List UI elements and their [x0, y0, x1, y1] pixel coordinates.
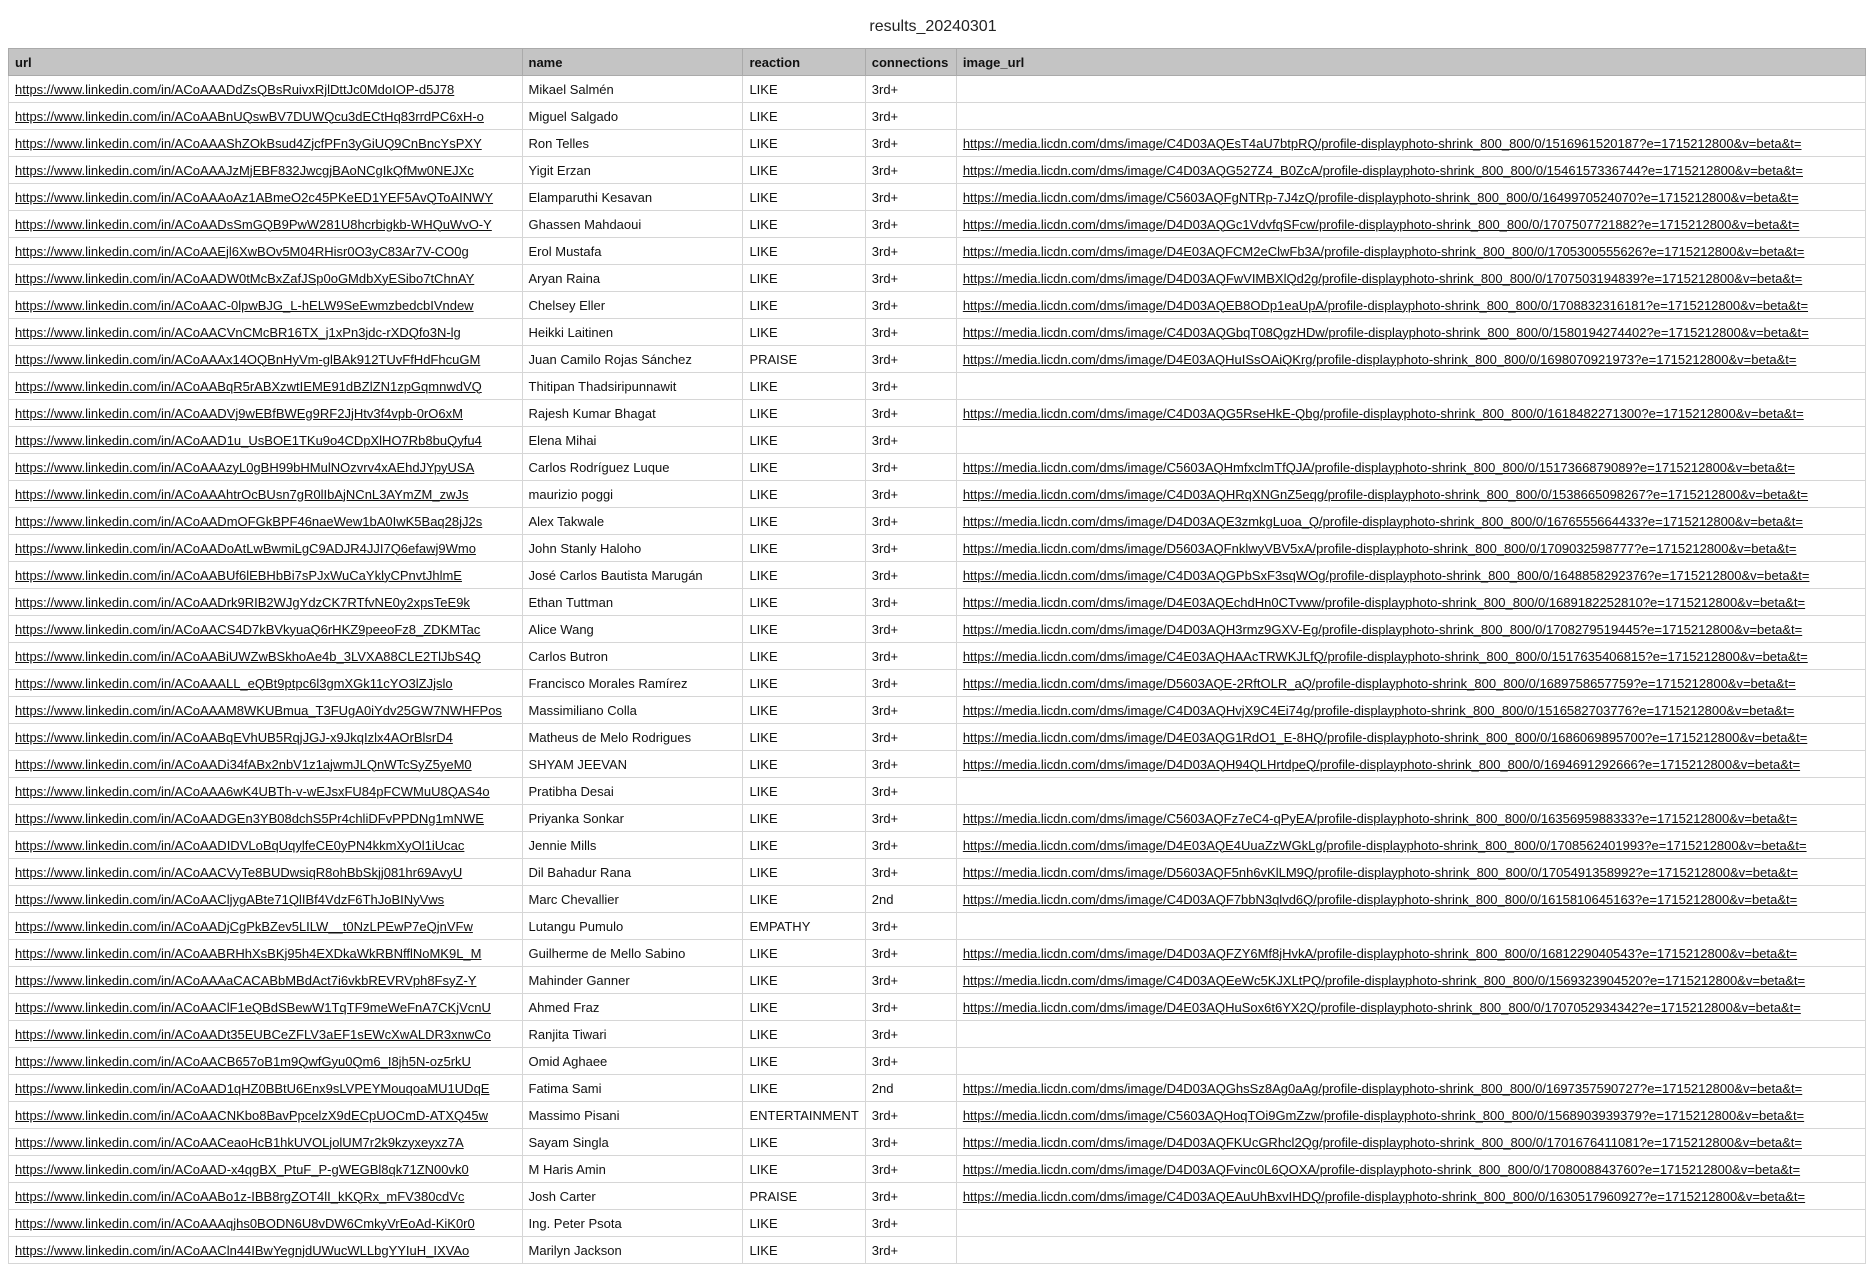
image-url-cell[interactable]: https://media.licdn.com/dms/image/D4D03AQFKUcGRhcl2Qg/profile-displayphoto-shrink_800_800/0/1701676411081?e=1715212800&v=beta&t= [956, 1129, 1865, 1156]
table-row [9, 157, 1866, 184]
image-url-cell[interactable]: https://media.licdn.com/dms/image/D4E03AQE4UuaZzWGkLg/profile-displayphoto-shrink_800_800/0/1708562401993?e=1715212800&v=beta&t= [956, 832, 1865, 859]
reaction-cell[interactable]: LIKE [743, 319, 865, 346]
connections-cell[interactable]: 3rd+ [865, 1210, 956, 1237]
connections-cell[interactable]: 3rd+ [865, 346, 956, 373]
connections-cell[interactable]: 3rd+ [865, 1237, 956, 1264]
name-cell[interactable]: Mikael Salmén [522, 76, 743, 103]
name-cell[interactable]: Mahinder Ganner [522, 967, 743, 994]
connections-cell[interactable]: 3rd+ [865, 994, 956, 1021]
reaction-cell[interactable]: LIKE [743, 589, 865, 616]
image-url-cell[interactable] [956, 373, 1865, 400]
connections-cell[interactable]: 3rd+ [865, 103, 956, 130]
url-cell[interactable]: https://www.linkedin.com/in/ACoAAAx14OQBnHyVm-glBAk912TUvFfHdFhcuGM [9, 346, 523, 373]
table-row [9, 481, 1866, 508]
reaction-cell[interactable]: PRAISE [743, 346, 865, 373]
url-cell[interactable]: https://www.linkedin.com/in/ACoAABqR5rABXzwtIEME91dBZlZN1zpGqmnwdVQ [9, 373, 523, 400]
reaction-cell[interactable]: LIKE [743, 130, 865, 157]
reaction-cell[interactable]: LIKE [743, 670, 865, 697]
reaction-cell[interactable]: LIKE [743, 940, 865, 967]
name-cell[interactable]: Francisco Morales Ramírez [522, 670, 743, 697]
reaction-cell[interactable]: LIKE [743, 616, 865, 643]
reaction-cell[interactable]: LIKE [743, 1237, 865, 1264]
url-cell[interactable]: https://www.linkedin.com/in/ACoAAAoAz1ABmeO2c45PKeED1YEF5AvQToAINWY [9, 184, 523, 211]
connections-cell[interactable]: 3rd+ [865, 184, 956, 211]
name-cell[interactable]: Alex Takwale [522, 508, 743, 535]
image-url-cell[interactable]: https://media.licdn.com/dms/image/C4D03AQHvjX9C4Ei74g/profile-displayphoto-shrink_800_800/0/1516582703776?e=1715212800&v=beta&t= [956, 697, 1865, 724]
table-row [9, 1237, 1866, 1264]
url-cell[interactable]: https://www.linkedin.com/in/ACoAAAM8WKUBmua_T3FUgA0iYdv25GW7NWHFPos [9, 697, 523, 724]
connections-cell[interactable]: 3rd+ [865, 400, 956, 427]
connections-cell[interactable]: 3rd+ [865, 76, 956, 103]
url-cell[interactable]: https://www.linkedin.com/in/ACoAACNKbo8BavPpcelzX9dECpUOCmD-ATXQ45w [9, 1102, 523, 1129]
table-row [9, 346, 1866, 373]
table-row [9, 1021, 1866, 1048]
reaction-cell[interactable]: LIKE [743, 1021, 865, 1048]
table-row [9, 886, 1866, 913]
table-row [9, 805, 1866, 832]
name-cell[interactable]: Elamparuthi Kesavan [522, 184, 743, 211]
name-cell[interactable]: Ron Telles [522, 130, 743, 157]
connections-cell[interactable]: 3rd+ [865, 967, 956, 994]
connections-cell[interactable]: 3rd+ [865, 643, 956, 670]
reaction-cell[interactable]: LIKE [743, 994, 865, 1021]
image-url-cell[interactable]: https://media.licdn.com/dms/image/C4D03AQEeWc5KJXLtPQ/profile-displayphoto-shrink_800_800/0/1569323904520?e=1715212800&v=beta&t= [956, 967, 1865, 994]
image-url-cell[interactable]: https://media.licdn.com/dms/image/C4E03AQHAAcTRWKJLfQ/profile-displayphoto-shrink_800_800/0/1517635406815?e=1715212800&v=beta&t= [956, 643, 1865, 670]
connections-cell[interactable]: 3rd+ [865, 508, 956, 535]
image-url-cell[interactable]: https://media.licdn.com/dms/image/C5603AQHmfxclmTfQJA/profile-displayphoto-shrink_800_800/0/1517366879089?e=1715212800&v=beta&t= [956, 454, 1865, 481]
name-cell[interactable]: Josh Carter [522, 1183, 743, 1210]
url-cell[interactable]: https://www.linkedin.com/in/ACoAAAShZOkBsud4ZjcfPFn3yGiUQ9CnBncYsPXY [9, 130, 523, 157]
url-cell[interactable]: https://www.linkedin.com/in/ACoAABnUQswBV7DUWQcu3dECtHq83rrdPC6xH-o [9, 103, 523, 130]
url-cell[interactable]: https://www.linkedin.com/in/ACoAADIDVLoBqUqylfeCE0yPN4kkmXyOl1iUcac [9, 832, 523, 859]
reaction-cell[interactable]: LIKE [743, 454, 865, 481]
table-row [9, 670, 1866, 697]
image-url-cell[interactable]: https://media.licdn.com/dms/image/D4E03AQHuSox6t6YX2Q/profile-displayphoto-shrink_800_800/0/1707052934342?e=1715212800&v=beta&t= [956, 994, 1865, 1021]
table-row [9, 535, 1866, 562]
name-cell[interactable]: Lutangu Pumulo [522, 913, 743, 940]
image-url-cell[interactable]: https://media.licdn.com/dms/image/D4E03AQHuISsOAiQKrg/profile-displayphoto-shrink_800_800/0/1698070921973?e=1715212800&v=beta&t= [956, 346, 1865, 373]
url-cell[interactable]: https://www.linkedin.com/in/ACoAACS4D7kBVkyuaQ6rHKZ9peeoFz8_ZDKMTac [9, 616, 523, 643]
name-cell[interactable]: Rajesh Kumar Bhagat [522, 400, 743, 427]
reaction-cell[interactable]: LIKE [743, 265, 865, 292]
reaction-cell[interactable]: LIKE [743, 1156, 865, 1183]
name-cell[interactable]: Ghassen Mahdaoui [522, 211, 743, 238]
connections-cell[interactable]: 3rd+ [865, 616, 956, 643]
reaction-cell[interactable]: LIKE [743, 1048, 865, 1075]
url-cell[interactable]: https://www.linkedin.com/in/ACoAAD-x4qgBX_PtuF_P-gWEGBl8qk71ZN00vk0 [9, 1156, 523, 1183]
name-cell[interactable]: Carlos Butron [522, 643, 743, 670]
connections-cell[interactable]: 3rd+ [865, 697, 956, 724]
table-row [9, 265, 1866, 292]
url-cell[interactable]: https://www.linkedin.com/in/ACoAACB657oB1m9QwfGyu0Qm6_I8jh5N-oz5rkU [9, 1048, 523, 1075]
url-cell[interactable]: https://www.linkedin.com/in/ACoAAD1u_UsBOE1TKu9o4CDpXlHO7Rb8buQyfu4 [9, 427, 523, 454]
table-row [9, 967, 1866, 994]
table-row [9, 913, 1866, 940]
name-cell[interactable]: Massimiliano Colla [522, 697, 743, 724]
image-url-cell[interactable]: https://media.licdn.com/dms/image/C4D03AQF7bbN3qlvd6Q/profile-displayphoto-shrink_800_800/0/1615810645163?e=1715212800&v=beta&t= [956, 886, 1865, 913]
url-cell[interactable]: https://www.linkedin.com/in/ACoAADsSmGQB9PwW281U8hcrbigkb-WHQuWvO-Y [9, 211, 523, 238]
name-cell[interactable]: Marc Chevallier [522, 886, 743, 913]
name-cell[interactable]: Massimo Pisani [522, 1102, 743, 1129]
connections-cell[interactable]: 3rd+ [865, 1183, 956, 1210]
connections-cell[interactable]: 3rd+ [865, 1102, 956, 1129]
table-row [9, 859, 1866, 886]
reaction-cell[interactable]: LIKE [743, 400, 865, 427]
name-cell[interactable]: maurizio poggi [522, 481, 743, 508]
image-url-cell[interactable]: https://media.licdn.com/dms/image/D4D03AQGc1VdvfqSFcw/profile-displayphoto-shrink_800_800/0/1707507721882?e=1715212800&v=beta&t= [956, 211, 1865, 238]
name-cell[interactable]: Heikki Laitinen [522, 319, 743, 346]
connections-cell[interactable]: 3rd+ [865, 238, 956, 265]
reaction-cell[interactable]: LIKE [743, 292, 865, 319]
table-row [9, 130, 1866, 157]
url-cell[interactable]: https://www.linkedin.com/in/ACoAAEjl6XwBOv5M04RHisr0O3yC83Ar7V-CO0g [9, 238, 523, 265]
url-cell[interactable]: https://www.linkedin.com/in/ACoAADmOFGkBPF46naeWew1bA0IwK5Baq28jJ2s [9, 508, 523, 535]
url-cell[interactable]: https://www.linkedin.com/in/ACoAADjCgPkBZev5LILW__t0NzLPEwP7eQjnVFw [9, 913, 523, 940]
table-row [9, 1156, 1866, 1183]
table-row [9, 562, 1866, 589]
table-row [9, 994, 1866, 1021]
table-row [9, 400, 1866, 427]
table-row [9, 616, 1866, 643]
image-url-cell[interactable]: https://media.licdn.com/dms/image/C4D03AQEAuUhBxvIHDQ/profile-displayphoto-shrink_800_800/0/1630517960927?e=1715212800&v=beta&t= [956, 1183, 1865, 1210]
url-cell[interactable]: https://www.linkedin.com/in/ACoAABRHhXsBKj95h4EXDkaWkRBNfflNoMK9L_M [9, 940, 523, 967]
table-row [9, 1183, 1866, 1210]
image-url-cell[interactable] [956, 103, 1865, 130]
image-url-cell[interactable]: https://media.licdn.com/dms/image/D4D03AQFvinc0L6QOXA/profile-displayphoto-shrink_800_800/0/1708008843760?e=1715212800&v=beta&t= [956, 1156, 1865, 1183]
url-cell[interactable]: https://www.linkedin.com/in/ACoAADoAtLwBwmiLgC9ADJR4JJI7Q6efawj9Wmo [9, 535, 523, 562]
image-url-cell[interactable]: https://media.licdn.com/dms/image/D4E03AQEchdHn0CTvww/profile-displayphoto-shrink_800_800/0/1689182252810?e=1715212800&v=beta&t= [956, 589, 1865, 616]
connections-cell[interactable]: 3rd+ [865, 265, 956, 292]
image-url-cell[interactable]: https://media.licdn.com/dms/image/D4E03AQFCM2eClwFb3A/profile-displayphoto-shrink_800_800/0/1705300555626?e=1715212800&v=beta&t= [956, 238, 1865, 265]
reaction-cell[interactable]: LIKE [743, 1210, 865, 1237]
table-row [9, 238, 1866, 265]
connections-cell[interactable]: 3rd+ [865, 751, 956, 778]
name-cell[interactable]: José Carlos Bautista Marugán [522, 562, 743, 589]
image-url-cell[interactable] [956, 76, 1865, 103]
reaction-cell[interactable]: LIKE [743, 157, 865, 184]
url-cell[interactable]: https://www.linkedin.com/in/ACoAACeaoHcB1hkUVOLjolUM7r2k9kzyxeyxz7A [9, 1129, 523, 1156]
url-cell[interactable]: https://www.linkedin.com/in/ACoAACVnCMcBR16TX_j1xPn3jdc-rXDQfo3N-lg [9, 319, 523, 346]
image-url-cell[interactable] [956, 1048, 1865, 1075]
image-url-cell[interactable] [956, 778, 1865, 805]
connections-cell[interactable]: 3rd+ [865, 724, 956, 751]
connections-cell[interactable]: 3rd+ [865, 589, 956, 616]
image-url-cell[interactable]: https://media.licdn.com/dms/image/D4D03AQEB8ODp1eaUpA/profile-displayphoto-shrink_800_800/0/1708832316181?e=1715212800&v=beta&t= [956, 292, 1865, 319]
connections-cell[interactable]: 3rd+ [865, 373, 956, 400]
url-cell[interactable]: https://www.linkedin.com/in/ACoAAC-0lpwBJG_L-hELW9SeEwmzbedcbIVndew [9, 292, 523, 319]
image-url-cell[interactable]: https://media.licdn.com/dms/image/C5603AQHoqTOi9GmZzw/profile-displayphoto-shrink_800_800/0/1568903939379?e=1715212800&v=beta&t= [956, 1102, 1865, 1129]
image-url-cell[interactable]: https://media.licdn.com/dms/image/D5603AQF5nh6vKlLM9Q/profile-displayphoto-shrink_800_800/0/1705491358992?e=1715212800&v=beta&t= [956, 859, 1865, 886]
connections-cell[interactable]: 3rd+ [865, 535, 956, 562]
reaction-cell[interactable]: LIKE [743, 535, 865, 562]
name-cell[interactable]: Ing. Peter Psota [522, 1210, 743, 1237]
image-url-cell[interactable]: https://media.licdn.com/dms/image/C4D03AQEsT4aU7btpRQ/profile-displayphoto-shrink_800_800/0/1516961520187?e=1715212800&v=beta&t= [956, 130, 1865, 157]
connections-cell[interactable]: 3rd+ [865, 1129, 956, 1156]
connections-cell[interactable]: 3rd+ [865, 1048, 956, 1075]
image-url-cell[interactable]: https://media.licdn.com/dms/image/D4D03AQFwVIMBXlQd2g/profile-displayphoto-shrink_800_800/0/1707503194839?e=1715212800&v=beta&t= [956, 265, 1865, 292]
table-row [9, 1210, 1866, 1237]
url-cell[interactable]: https://www.linkedin.com/in/ACoAACln44IBwYegnjdUWucWLLbgYYIuH_IXVAo [9, 1237, 523, 1264]
name-cell[interactable]: Juan Camilo Rojas Sánchez [522, 346, 743, 373]
name-cell[interactable]: Alice Wang [522, 616, 743, 643]
name-cell[interactable]: Matheus de Melo Rodrigues [522, 724, 743, 751]
connections-cell[interactable]: 3rd+ [865, 940, 956, 967]
reaction-cell[interactable]: LIKE [743, 751, 865, 778]
table-row [9, 940, 1866, 967]
connections-cell[interactable]: 3rd+ [865, 562, 956, 589]
reaction-cell[interactable]: LIKE [743, 724, 865, 751]
url-cell[interactable]: https://www.linkedin.com/in/ACoAAClF1eQBdSBewW1TqTF9meWeFnA7CKjVcnU [9, 994, 523, 1021]
url-cell[interactable]: https://www.linkedin.com/in/ACoAADt35EUBCeZFLV3aEF1sEWcXwALDR3xnwCo [9, 1021, 523, 1048]
connections-cell[interactable]: 3rd+ [865, 832, 956, 859]
reaction-cell[interactable]: EMPATHY [743, 913, 865, 940]
reaction-cell[interactable]: LIKE [743, 481, 865, 508]
reaction-cell[interactable]: LIKE [743, 967, 865, 994]
url-cell[interactable]: https://www.linkedin.com/in/ACoAABiUWZwBSkhoAe4b_3LVXA88CLE2TlJbS4Q [9, 643, 523, 670]
table-row [9, 832, 1866, 859]
reaction-cell[interactable]: LIKE [743, 1129, 865, 1156]
connections-cell[interactable]: 3rd+ [865, 778, 956, 805]
table-row [9, 589, 1866, 616]
connections-cell[interactable]: 3rd+ [865, 913, 956, 940]
name-cell[interactable]: Omid Aghaee [522, 1048, 743, 1075]
table-row [9, 292, 1866, 319]
url-cell[interactable]: https://www.linkedin.com/in/ACoAAAhtrOcBUsn7gR0lIbAjNCnL3AYmZM_zwJs [9, 481, 523, 508]
image-url-cell[interactable]: https://media.licdn.com/dms/image/C4D03AQGbqT08QgzHDw/profile-displayphoto-shrink_800_800/0/1580194274402?e=1715212800&v=beta&t= [956, 319, 1865, 346]
name-cell[interactable]: Ranjita Tiwari [522, 1021, 743, 1048]
url-cell[interactable]: https://www.linkedin.com/in/ACoAAD1qHZ0BBtU6Enx9sLVPEYMouqoaMU1UDqE [9, 1075, 523, 1102]
reaction-cell[interactable]: LIKE [743, 103, 865, 130]
url-cell[interactable]: https://www.linkedin.com/in/ACoAAAaCACABbMBdAct7i6vkbREVRVph8FsyZ-Y [9, 967, 523, 994]
image-url-cell[interactable]: https://media.licdn.com/dms/image/C4D03AQGPbSxF3sqWOg/profile-displayphoto-shrink_800_800/0/1648858292376?e=1715212800&v=beta&t= [956, 562, 1865, 589]
url-cell[interactable]: https://www.linkedin.com/in/ACoAADrk9RIB2WJgYdzCK7RTfvNE0y2xpsTeE9k [9, 589, 523, 616]
image-url-cell[interactable] [956, 1021, 1865, 1048]
name-cell[interactable]: Priyanka Sonkar [522, 805, 743, 832]
image-url-cell[interactable]: https://media.licdn.com/dms/image/C4D03AQG5RseHkE-Qbg/profile-displayphoto-shrink_800_800/0/1618482271300?e=1715212800&v=beta&t= [956, 400, 1865, 427]
image-url-cell[interactable] [956, 427, 1865, 454]
reaction-cell[interactable]: PRAISE [743, 1183, 865, 1210]
name-cell[interactable]: Dil Bahadur Rana [522, 859, 743, 886]
image-url-cell[interactable]: https://media.licdn.com/dms/image/D4D03AQE3zmkgLuoa_Q/profile-displayphoto-shrink_800_800/0/1676555664433?e=1715212800&v=beta&t= [956, 508, 1865, 535]
image-url-cell[interactable] [956, 913, 1865, 940]
table-row [9, 454, 1866, 481]
connections-cell[interactable]: 3rd+ [865, 211, 956, 238]
image-url-cell[interactable]: https://media.licdn.com/dms/image/D4D03AQGhsSz8Ag0aAg/profile-displayphoto-shrink_800_800/0/1697357590727?e=1715212800&v=beta&t= [956, 1075, 1865, 1102]
connections-cell[interactable]: 3rd+ [865, 292, 956, 319]
connections-cell[interactable]: 3rd+ [865, 1156, 956, 1183]
name-cell[interactable]: Chelsey Eller [522, 292, 743, 319]
window-titlebar [0, 0, 1866, 48]
connections-cell[interactable]: 3rd+ [865, 481, 956, 508]
reaction-cell[interactable]: LIKE [743, 238, 865, 265]
window-title: results_20240301 [869, 18, 997, 35]
connections-cell[interactable]: 3rd+ [865, 1021, 956, 1048]
url-cell[interactable]: https://www.linkedin.com/in/ACoAAAqjhs0BODN6U8vDW6CmkyVrEoAd-KiK0r0 [9, 1210, 523, 1237]
connections-cell[interactable]: 3rd+ [865, 427, 956, 454]
table-row [9, 319, 1866, 346]
name-cell[interactable]: Jennie Mills [522, 832, 743, 859]
table-row [9, 373, 1866, 400]
table-row [9, 211, 1866, 238]
results-table [8, 48, 1866, 1264]
name-cell[interactable]: Aryan Raina [522, 265, 743, 292]
url-cell[interactable]: https://www.linkedin.com/in/ACoAADW0tMcBxZafJSp0oGMdbXyESibo7tChnAY [9, 265, 523, 292]
reaction-cell[interactable]: LIKE [743, 832, 865, 859]
table-row [9, 643, 1866, 670]
connections-cell[interactable]: 3rd+ [865, 454, 956, 481]
url-cell[interactable]: https://www.linkedin.com/in/ACoAAALL_eQBt9ptpc6l3gmXGk11cYO3lZJjslo [9, 670, 523, 697]
table-row [9, 697, 1866, 724]
table-row [9, 427, 1866, 454]
name-cell[interactable]: Fatima Sami [522, 1075, 743, 1102]
table-row [9, 751, 1866, 778]
column-header-url[interactable]: url [9, 49, 523, 76]
connections-cell[interactable]: 3rd+ [865, 157, 956, 184]
url-cell[interactable]: https://www.linkedin.com/in/ACoAADGEn3YB08dchS5Pr4chliDFvPPDNg1mNWE [9, 805, 523, 832]
image-url-cell[interactable]: https://media.licdn.com/dms/image/D5603AQE-2RftOLR_aQ/profile-displayphoto-shrink_800_800/0/1689758657759?e=1715212800&v=beta&t= [956, 670, 1865, 697]
url-cell[interactable]: https://www.linkedin.com/in/ACoAADi34fABx2nbV1z1ajwmJLQnWTcSyZ5yeM0 [9, 751, 523, 778]
table-row [9, 1075, 1866, 1102]
table-row [9, 1102, 1866, 1129]
image-url-cell[interactable]: https://media.licdn.com/dms/image/C5603AQFz7eC4-qPyEA/profile-displayphoto-shrink_800_800/0/1635695988333?e=1715212800&v=beta&t= [956, 805, 1865, 832]
image-url-cell[interactable]: https://media.licdn.com/dms/image/C4D03AQHRqXNGnZ5eqg/profile-displayphoto-shrink_800_800/0/1538665098267?e=1715212800&v=beta&t= [956, 481, 1865, 508]
table-row [9, 1048, 1866, 1075]
column-header-name[interactable]: name [522, 49, 743, 76]
name-cell[interactable]: Carlos Rodríguez Luque [522, 454, 743, 481]
table-row [9, 184, 1866, 211]
url-cell[interactable]: https://www.linkedin.com/in/ACoAAAzyL0gBH99bHMulNOzvrv4xAEhdJYpyUSA [9, 454, 523, 481]
connections-cell[interactable]: 3rd+ [865, 670, 956, 697]
reaction-cell[interactable]: LIKE [743, 1075, 865, 1102]
reaction-cell[interactable]: LIKE [743, 76, 865, 103]
connections-cell[interactable]: 3rd+ [865, 130, 956, 157]
image-url-cell[interactable]: https://media.licdn.com/dms/image/D5603AQFnklwyVBV5xA/profile-displayphoto-shrink_800_800/0/1709032598777?e=1715212800&v=beta&t= [956, 535, 1865, 562]
image-url-cell[interactable] [956, 1210, 1865, 1237]
table-row [9, 778, 1866, 805]
url-cell[interactable]: https://www.linkedin.com/in/ACoAADVj9wEBfBWEg9RF2JjHtv3f4vpb-0rO6xM [9, 400, 523, 427]
url-cell[interactable]: https://www.linkedin.com/in/ACoAAADdZsQBsRuivxRjlDttJc0MdoIOP-d5J78 [9, 76, 523, 103]
image-url-cell[interactable]: https://media.licdn.com/dms/image/D4D03AQH94QLHrtdpeQ/profile-displayphoto-shrink_800_800/0/1694691292666?e=1715212800&v=beta&t= [956, 751, 1865, 778]
table-row [9, 724, 1866, 751]
reaction-cell[interactable]: LIKE [743, 427, 865, 454]
reaction-cell[interactable]: LIKE [743, 778, 865, 805]
name-cell[interactable]: Thitipan Thadsiripunnawit [522, 373, 743, 400]
image-url-cell[interactable]: https://media.licdn.com/dms/image/D4D03AQFZY6Mf8jHvkA/profile-displayphoto-shrink_800_800/0/1681229040543?e=1715212800&v=beta&t= [956, 940, 1865, 967]
reaction-cell[interactable]: LIKE [743, 886, 865, 913]
name-cell[interactable]: Guilherme de Mello Sabino [522, 940, 743, 967]
reaction-cell[interactable]: LIKE [743, 859, 865, 886]
table-row [9, 103, 1866, 130]
name-cell[interactable]: Yigit Erzan [522, 157, 743, 184]
name-cell[interactable]: Sayam Singla [522, 1129, 743, 1156]
reaction-cell[interactable]: LIKE [743, 697, 865, 724]
reaction-cell[interactable]: LIKE [743, 508, 865, 535]
connections-cell[interactable]: 2nd [865, 886, 956, 913]
name-cell[interactable]: Erol Mustafa [522, 238, 743, 265]
column-header-connections[interactable]: connections [865, 49, 956, 76]
reaction-cell[interactable]: LIKE [743, 805, 865, 832]
name-cell[interactable]: M Haris Amin [522, 1156, 743, 1183]
name-cell[interactable]: Elena Mihai [522, 427, 743, 454]
url-cell[interactable]: https://www.linkedin.com/in/ACoAAAJzMjEBF832JwcgjBAoNCgIkQfMw0NEJXc [9, 157, 523, 184]
url-cell[interactable]: https://www.linkedin.com/in/ACoAABqEVhUB5RqjJGJ-x9JkqIzlx4AOrBlsrD4 [9, 724, 523, 751]
image-url-cell[interactable]: https://media.licdn.com/dms/image/D4D03AQH3rmz9GXV-Eg/profile-displayphoto-shrink_800_800/0/1708279519445?e=1715212800&v=beta&t= [956, 616, 1865, 643]
name-cell[interactable]: Ahmed Fraz [522, 994, 743, 1021]
connections-cell[interactable]: 3rd+ [865, 859, 956, 886]
image-url-cell[interactable]: https://media.licdn.com/dms/image/C4D03AQG527Z4_B0ZcA/profile-displayphoto-shrink_800_800/0/1546157336744?e=1715212800&v=beta&t= [956, 157, 1865, 184]
image-url-cell[interactable] [956, 1237, 1865, 1264]
url-cell[interactable]: https://www.linkedin.com/in/ACoAACVyTe8BUDwsiqR8ohBbSkjj081hr69AvyU [9, 859, 523, 886]
url-cell[interactable]: https://www.linkedin.com/in/ACoAABUf6lEBHbBi7sPJxWuCaYklyCPnvtJhlmE [9, 562, 523, 589]
image-url-cell[interactable]: https://media.licdn.com/dms/image/D4E03AQG1RdO1_E-8HQ/profile-displayphoto-shrink_800_800/0/1686069895700?e=1715212800&v=beta&t= [956, 724, 1865, 751]
reaction-cell[interactable]: ENTERTAINMENT [743, 1102, 865, 1129]
table-row [9, 76, 1866, 103]
name-cell[interactable]: Ethan Tuttman [522, 589, 743, 616]
name-cell[interactable]: John Stanly Haloho [522, 535, 743, 562]
name-cell[interactable]: SHYAM JEEVAN [522, 751, 743, 778]
column-header-image-url[interactable]: image_url [956, 49, 1865, 76]
connections-cell[interactable]: 3rd+ [865, 805, 956, 832]
image-url-cell[interactable]: https://media.licdn.com/dms/image/C5603AQFgNTRp-7J4zQ/profile-displayphoto-shrink_800_800/0/1649970524070?e=1715212800&v=beta&t= [956, 184, 1865, 211]
url-cell[interactable]: https://www.linkedin.com/in/ACoAABo1z-IBB8rgZOT4lI_kKQRx_mFV380cdVc [9, 1183, 523, 1210]
name-cell[interactable]: Miguel Salgado [522, 103, 743, 130]
reaction-cell[interactable]: LIKE [743, 373, 865, 400]
reaction-cell[interactable]: LIKE [743, 184, 865, 211]
reaction-cell[interactable]: LIKE [743, 211, 865, 238]
header-row [9, 49, 1866, 76]
connections-cell[interactable]: 3rd+ [865, 319, 956, 346]
name-cell[interactable]: Marilyn Jackson [522, 1237, 743, 1264]
reaction-cell[interactable]: LIKE [743, 643, 865, 670]
name-cell[interactable]: Pratibha Desai [522, 778, 743, 805]
reaction-cell[interactable]: LIKE [743, 562, 865, 589]
column-header-reaction[interactable]: reaction [743, 49, 865, 76]
table-row [9, 508, 1866, 535]
url-cell[interactable]: https://www.linkedin.com/in/ACoAACljygABte71QlIBf4VdzF6ThJoBINyVws [9, 886, 523, 913]
connections-cell[interactable]: 2nd [865, 1075, 956, 1102]
spreadsheet[interactable] [8, 48, 1866, 1280]
table-row [9, 1129, 1866, 1156]
url-cell[interactable]: https://www.linkedin.com/in/ACoAAA6wK4UBTh-v-wEJsxFU84pFCWMuU8QAS4o [9, 778, 523, 805]
